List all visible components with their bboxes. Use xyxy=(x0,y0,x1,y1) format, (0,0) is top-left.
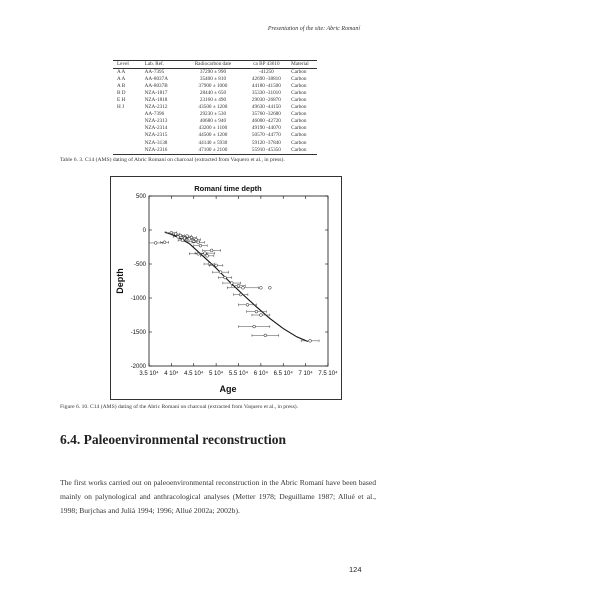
col-header-radiocarbon: Radiocarbon date xyxy=(184,61,241,69)
table-cell: NZA-2314 xyxy=(144,125,168,132)
table-cell: AA-7395 xyxy=(144,69,165,76)
x-tick-label: 6 10⁴ xyxy=(253,371,269,377)
table-row xyxy=(113,125,317,132)
table-cell: B D xyxy=(117,90,126,97)
table-cell: Carbon xyxy=(291,111,307,118)
point-marker xyxy=(259,314,262,317)
table-row xyxy=(113,97,317,104)
data-point xyxy=(203,249,221,252)
table-row xyxy=(113,83,317,90)
table-row xyxy=(113,76,317,83)
data-point xyxy=(268,286,271,289)
table-cell: A A xyxy=(117,76,126,83)
table-cell: 37900 ± 1000 xyxy=(198,83,228,90)
col-header-level: Level xyxy=(113,61,145,69)
table-cell: AA-8037B xyxy=(144,83,168,90)
y-tick-label: -500 xyxy=(133,262,146,268)
point-marker xyxy=(197,252,200,255)
x-tick-label: 7.5 10⁴ xyxy=(318,371,338,377)
table-row xyxy=(113,69,317,77)
point-marker xyxy=(206,254,209,257)
point-marker xyxy=(174,233,177,236)
data-point xyxy=(223,282,241,285)
y-tick-label: 500 xyxy=(135,194,146,200)
table-cell: 43200 ± 1100 xyxy=(198,125,228,132)
table-cell: Carbon xyxy=(291,83,307,90)
page-number: 124 xyxy=(349,565,362,574)
data-point xyxy=(161,241,169,244)
table-cell: Carbon xyxy=(291,90,307,97)
table-cell: 44140 ± 5930 xyxy=(198,139,228,146)
table-cell: AA-8037A xyxy=(144,76,168,83)
data-point xyxy=(239,325,270,328)
table-cell: NZA-1818 xyxy=(144,97,168,104)
table-cell: NZA-2315 xyxy=(144,132,168,139)
table-cell: NZA-2312 xyxy=(144,104,168,111)
table-cell: 23160 ± 490 xyxy=(199,97,227,104)
table-cell: 35330 -31010 xyxy=(251,90,281,97)
point-marker xyxy=(219,271,222,274)
table-cell xyxy=(291,154,317,155)
y-axis-label: Depth xyxy=(115,268,125,294)
table-cell: 28440 ± 650 xyxy=(199,90,227,97)
table-row xyxy=(113,140,317,147)
col-header-lab-ref: Lab. Ref. xyxy=(145,61,185,69)
table-cell xyxy=(145,154,185,155)
x-tick-label: 5 10⁴ xyxy=(208,371,224,377)
table-row xyxy=(113,132,317,139)
point-marker xyxy=(259,286,262,289)
table-row xyxy=(113,118,317,125)
data-point xyxy=(213,271,229,274)
table-row xyxy=(113,111,317,118)
table-cell: 43500 ± 1200 xyxy=(198,104,228,111)
x-tick-label: 4.5 10⁴ xyxy=(184,371,204,377)
point-marker xyxy=(197,241,200,244)
point-marker xyxy=(215,264,218,267)
data-point xyxy=(234,293,248,296)
point-marker xyxy=(204,252,207,255)
point-marker xyxy=(170,231,173,234)
x-tick-label: 4 10⁴ xyxy=(164,371,179,377)
x-tick-label: 6.5 10⁴ xyxy=(273,371,293,377)
table-row xyxy=(113,147,317,154)
table-cell xyxy=(184,154,241,155)
table-cell: 29030 -26870 xyxy=(251,97,281,104)
data-point xyxy=(252,334,279,337)
y-tick-label: -2000 xyxy=(130,364,146,370)
table-cell: 50570 -44770 xyxy=(251,132,281,139)
table-cell: 44500 ± 1200 xyxy=(198,132,228,139)
table-cell: Carbon xyxy=(291,139,307,146)
dating-table xyxy=(113,60,317,155)
fit-curve xyxy=(165,232,308,342)
table-cell: 47100 ± 2100 xyxy=(198,146,228,153)
table-cell: Carbon xyxy=(291,118,307,125)
table-row xyxy=(113,90,317,97)
table-row xyxy=(113,104,317,111)
point-marker xyxy=(255,310,258,313)
x-tick-label: 7 10⁴ xyxy=(298,371,313,377)
point-marker xyxy=(309,339,312,342)
data-point xyxy=(194,244,207,247)
point-marker xyxy=(264,334,267,337)
point-marker xyxy=(154,242,157,245)
point-marker xyxy=(237,284,240,287)
data-point xyxy=(259,286,262,289)
chart-title: Romaní time depth xyxy=(194,184,262,193)
table-header-row xyxy=(113,61,317,69)
table-cell: 35760 -32680 xyxy=(251,111,281,118)
x-tick-label: 5.5 10⁴ xyxy=(228,371,249,377)
point-marker xyxy=(230,282,233,285)
section-title: 6.4. Paleoenvironmental reconstruction xyxy=(60,432,286,447)
table-cell: Carbon xyxy=(291,97,307,104)
table-cell xyxy=(113,125,145,132)
x-axis-label: Age xyxy=(219,384,237,394)
table-cell: 49190 -44070 xyxy=(251,125,281,132)
section-paragraph: The first works carried out on paleoenvironmental reconstruction in the Abric Romaní have been based mainly on palynological and anthracological analyses (Metter 1978; Deguillame 1987; Allué et al., 1998; Burjchas and Julià 1994; 1996; Allué 2002a; 2002b). xyxy=(60,478,376,516)
x-tick-label: 3.5 10⁴ xyxy=(139,371,159,377)
table-cell: 55910 -45350 xyxy=(251,146,281,153)
table-cell: 35400 ± 810 xyxy=(199,76,227,83)
time-depth-chart xyxy=(111,177,341,399)
figure-caption: Figure 6. 10. C14 (AMS) dating of the Abric Romaní on charcoal (extracted from Vaquero et al., in press). xyxy=(60,404,299,410)
table-cell xyxy=(242,154,292,155)
table-cell: 59120 -37840 xyxy=(251,139,281,146)
data-point xyxy=(218,276,231,279)
table-cell: 29230 ± 530 xyxy=(199,111,227,118)
running-header: Presentation of the site: Abric Romaní xyxy=(267,26,360,32)
point-marker xyxy=(210,249,213,252)
table-cell: 46000 -42720 xyxy=(251,118,281,125)
table-cell xyxy=(113,132,145,139)
table-cell: 42690 -38810 xyxy=(251,76,281,83)
point-marker xyxy=(253,325,256,328)
point-marker xyxy=(268,286,271,289)
y-tick-label: 0 xyxy=(142,228,146,234)
table-cell xyxy=(113,140,145,147)
table-cell: Carbon xyxy=(291,125,307,132)
col-header-material: Material xyxy=(291,61,317,69)
table-cell: 40680 ± 940 xyxy=(199,118,227,125)
point-marker xyxy=(224,276,227,279)
table-cell: Carbon xyxy=(291,69,307,76)
y-tick-label: -1000 xyxy=(130,296,146,302)
table-cell: 49630 -44150 xyxy=(251,104,281,111)
table-cell: 44180 -41500 xyxy=(251,83,281,90)
point-marker xyxy=(163,241,166,244)
table-cell: -41250 xyxy=(259,69,274,76)
table-cell: NZA-2313 xyxy=(144,118,168,125)
point-marker xyxy=(242,286,245,289)
table-cell: NZA-3138 xyxy=(144,139,168,146)
table-cell: A B xyxy=(117,83,126,90)
table-cell xyxy=(113,147,145,154)
point-marker xyxy=(195,238,198,241)
table-cell: AA-7396 xyxy=(144,111,165,118)
table-cell xyxy=(113,111,145,118)
table-cell: NZA-2316 xyxy=(144,146,168,153)
point-marker xyxy=(199,244,202,247)
table-cell: Carbon xyxy=(291,146,307,153)
table-row xyxy=(113,154,317,155)
point-marker xyxy=(246,303,249,306)
figure-frame xyxy=(110,176,342,400)
table-cell: Carbon xyxy=(291,76,307,83)
table-cell: H J xyxy=(117,104,125,111)
table-cell: Carbon xyxy=(291,104,307,111)
table-caption: Table 6. 3. C14 (AMS) dating of Abric Romaní on charcoal (extracted from Vaquero et al., in press). xyxy=(60,157,285,163)
table-cell: E H xyxy=(117,97,126,104)
table-cell: Carbon xyxy=(291,132,307,139)
point-marker xyxy=(239,293,242,296)
y-tick-label: -1500 xyxy=(130,330,146,336)
table-cell: NZA-1817 xyxy=(144,90,168,97)
table-cell xyxy=(113,154,145,155)
point-marker xyxy=(186,235,189,238)
table-cell: A A xyxy=(117,69,126,76)
table-cell: 37290 ± 990 xyxy=(199,69,227,76)
col-header-ca-bp: ca BP 43610 xyxy=(242,61,292,69)
point-marker xyxy=(179,234,182,237)
table-cell xyxy=(113,118,145,125)
